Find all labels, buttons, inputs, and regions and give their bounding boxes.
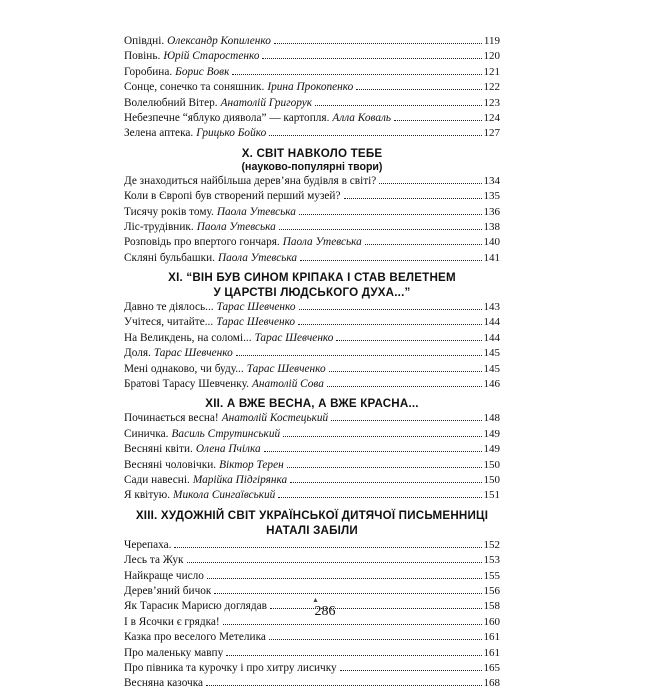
toc-entry <box>124 646 500 661</box>
entry-author: Тарас Шевченко <box>254 331 334 344</box>
dot-leader <box>327 385 482 387</box>
dot-leader <box>214 592 481 594</box>
entry-author: Юрій Старостенко <box>163 50 260 63</box>
entry-page-number: 150 <box>483 458 500 471</box>
toc-entry <box>124 553 500 568</box>
toc-entry <box>124 205 500 220</box>
toc-entry <box>124 96 500 111</box>
entry-text <box>124 126 266 141</box>
dot-leader <box>226 654 481 656</box>
entry-title: Тисячу років тому. <box>124 205 214 218</box>
entry-page-number: 156 <box>483 584 500 597</box>
section-heading: У ЦАРСТВІ ЛЮДСЬКОГО ДУХА...” <box>213 286 411 300</box>
entry-title: Про півника та курочку і про хитру лисичку <box>124 661 337 674</box>
entry-page-number: 140 <box>483 236 500 249</box>
entry-author: Анатолій Григорук <box>220 96 313 109</box>
entry-page-number: 151 <box>483 489 500 502</box>
entry-author: Паола Утевська <box>282 236 362 249</box>
toc-entry <box>124 362 500 377</box>
entry-author: Грицько Бойко <box>196 127 267 140</box>
dot-leader <box>279 228 482 230</box>
entry-page-number: 127 <box>483 127 500 140</box>
section-heading: НАТАЛІ ЗАБІЛИ <box>266 523 358 537</box>
entry-page-number: 168 <box>483 677 500 690</box>
toc-entry <box>124 34 500 49</box>
dot-leader <box>336 339 481 341</box>
toc-entry <box>124 473 500 488</box>
entry-page-number: 155 <box>483 569 500 582</box>
dot-leader <box>283 435 481 437</box>
entry-page-number: 152 <box>483 538 500 551</box>
entry-text <box>124 80 353 95</box>
toc-entry <box>124 126 500 141</box>
dot-leader <box>236 354 482 356</box>
entry-page-number: 149 <box>483 427 500 440</box>
entry-page-number: 134 <box>483 174 500 187</box>
toc-entry <box>124 346 500 361</box>
entry-title: Лесь та Жук <box>124 554 184 567</box>
entry-title: Про маленьку мавпу <box>124 646 224 659</box>
entry-page-number: 120 <box>483 50 500 63</box>
entry-title: Опівдні. <box>124 35 165 47</box>
entry-title: Найкраще число <box>124 569 204 582</box>
section-entries <box>124 174 500 266</box>
entry-text <box>124 96 312 111</box>
entry-text <box>124 427 280 442</box>
dot-leader <box>299 213 482 215</box>
entry-author: Тарас Шевченко <box>216 316 296 329</box>
entry-title: Весняна казочка <box>124 677 204 690</box>
entry-page-number: 145 <box>483 347 500 360</box>
entry-page-number: 143 <box>483 301 500 314</box>
toc-entry <box>124 488 500 503</box>
entry-title: Я квітую. <box>124 489 171 502</box>
entry-author: Тарас Шевченко <box>246 362 326 375</box>
dot-leader <box>287 466 482 468</box>
entry-title: Волелюбний Вітер. <box>124 96 218 109</box>
entry-text <box>124 362 326 377</box>
dot-leader <box>223 623 482 625</box>
entry-text <box>124 569 204 584</box>
dot-leader <box>207 577 482 579</box>
entry-author: Віктор Терен <box>219 458 284 471</box>
entry-author: Паола Утевська <box>196 220 276 233</box>
toc-entry <box>124 235 500 250</box>
entry-title: Весняні квіти. <box>124 443 193 456</box>
entry-text <box>124 411 328 426</box>
entry-text <box>124 473 287 488</box>
entry-text <box>124 300 296 315</box>
dot-leader <box>299 308 482 310</box>
entry-text <box>124 251 297 266</box>
entry-title: Як Тарасик Марисю доглядав <box>124 600 267 613</box>
entry-title: Горобина. <box>124 65 173 78</box>
entry-title: Зелена аптека. <box>124 127 194 140</box>
entry-author: Олена Пчілка <box>195 443 261 456</box>
dot-leader <box>329 370 482 372</box>
entry-title: Весняні чоловічки. <box>124 458 217 471</box>
entry-title: Казка про веселого Метелика <box>124 631 266 644</box>
toc-entry <box>124 65 500 80</box>
toc-entry <box>124 300 500 315</box>
entry-text <box>124 646 223 661</box>
dot-leader <box>344 197 482 199</box>
entry-text <box>124 630 266 645</box>
dot-leader <box>187 561 482 563</box>
entry-title: Братові Тарасу Шевченку. <box>124 378 249 391</box>
entry-title: Синичка. <box>124 427 169 440</box>
entry-author: Марійка Підгірянка <box>192 473 288 486</box>
toc-entry <box>124 676 500 691</box>
dot-leader <box>232 73 481 75</box>
section-heading: XIII. ХУДОЖНІЙ СВІТ УКРАЇНСЬКОЇ ДИТЯЧОЇ ПИСЬМЕННИЦІ <box>135 508 489 522</box>
entry-text <box>124 676 203 691</box>
dot-leader <box>340 669 482 671</box>
toc-entry <box>124 458 500 473</box>
entry-title: Де знаходиться найбільша дерев’яна будівля в світі? <box>124 174 377 187</box>
dot-leader <box>278 496 481 498</box>
toc-entry <box>124 331 500 346</box>
entry-author: Ірина Прокопенко <box>267 81 354 94</box>
toc-entry <box>124 80 500 95</box>
dot-leader <box>206 684 481 686</box>
entry-page-number: 161 <box>483 631 500 644</box>
entry-author: Алла Коваль <box>332 111 392 124</box>
entry-page-number: 122 <box>483 81 500 94</box>
entry-page-number: 141 <box>483 251 500 264</box>
dot-leader <box>300 259 482 261</box>
entry-title: Учітеся, читайте... <box>124 316 214 329</box>
toc-entry <box>124 220 500 235</box>
entry-text <box>124 315 295 330</box>
entry-author: Паола Утевська <box>217 251 297 264</box>
toc-entry <box>124 538 500 553</box>
toc-entry <box>124 661 500 676</box>
entry-page-number: 136 <box>483 205 500 218</box>
dot-leader <box>262 57 481 59</box>
entry-text <box>124 538 171 553</box>
print-mark: ▲ <box>312 596 319 604</box>
entry-page-number: 149 <box>483 443 500 456</box>
entry-text <box>124 205 296 220</box>
entry-title: На Великдень, на соломі... <box>124 331 252 344</box>
entry-page-number: 161 <box>483 646 500 659</box>
top-entries <box>124 34 500 142</box>
entry-text <box>124 111 391 126</box>
entry-text <box>124 346 233 361</box>
toc-entry <box>124 49 500 64</box>
entry-author: Тарас Шевченко <box>216 301 296 314</box>
dot-leader <box>331 419 481 421</box>
entry-page-number: 144 <box>483 331 500 344</box>
toc-entry <box>124 630 500 645</box>
entry-author: Анатолій Костецький <box>221 412 329 425</box>
entry-page-number: 124 <box>483 111 500 124</box>
entry-title: Коли в Європі був створений перший музей? <box>124 190 341 203</box>
entry-text <box>124 49 259 64</box>
entry-page-number: 145 <box>483 362 500 375</box>
entry-text <box>124 220 276 235</box>
entry-page-number: 153 <box>483 554 500 567</box>
entry-page-number: 138 <box>483 220 500 233</box>
entry-text <box>124 189 341 204</box>
toc-entry <box>124 411 500 426</box>
entry-page-number: 121 <box>483 65 500 78</box>
section-entries <box>124 411 500 503</box>
dot-leader <box>174 546 481 548</box>
entry-title: І в Ясочки є грядка! <box>124 615 220 628</box>
entry-author: Анатолій Сова <box>251 378 324 391</box>
section-heading: X. СВІТ НАВКОЛО ТЕБЕ <box>241 146 383 160</box>
entry-page-number: 123 <box>483 96 500 109</box>
dot-leader <box>365 243 482 245</box>
entry-title: Починається весна! <box>124 412 219 425</box>
entry-text <box>124 377 324 392</box>
entry-title: Ліс-трудівник. <box>124 220 194 233</box>
entry-text <box>124 584 211 599</box>
dot-leader <box>356 88 481 90</box>
page-number: 286 <box>314 604 336 619</box>
dot-leader <box>394 119 481 121</box>
entry-author: Паола Утевська <box>216 205 296 218</box>
entry-title: Мені однаково, чи буду... <box>124 362 244 375</box>
dot-leader <box>264 450 482 452</box>
entry-text <box>124 661 337 676</box>
toc-entry <box>124 174 500 189</box>
entry-page-number: 146 <box>483 378 500 391</box>
entry-text <box>124 235 362 250</box>
dot-leader <box>315 104 481 106</box>
entry-page-number: 160 <box>483 615 500 628</box>
dot-leader <box>274 42 482 44</box>
dot-leader <box>379 182 481 184</box>
section-heading: XII. А ВЖЕ ВЕСНА, А ВЖЕ КРАСНА... <box>205 397 419 411</box>
entry-page-number: 148 <box>483 412 500 425</box>
section-subheading: (науково-популярні твори) <box>241 160 383 173</box>
entry-page-number: 150 <box>483 473 500 486</box>
entry-author: Олександр Копиленко <box>167 35 271 47</box>
entry-page-number: 144 <box>483 316 500 329</box>
section-heading: XI. “ВІН БУВ СИНОМ КРІПАКА І СТАВ ВЕЛЕТНЕМ <box>168 271 456 285</box>
entry-author: Микола Сингаївський <box>173 489 276 502</box>
dot-leader <box>290 481 481 483</box>
toc-entry <box>124 569 500 584</box>
entry-page-number: 119 <box>483 35 500 47</box>
table-of-contents <box>124 34 500 692</box>
entry-page-number: 158 <box>483 600 500 613</box>
entry-title: Давно те діялось... <box>124 301 214 314</box>
toc-entry <box>124 442 500 457</box>
entry-title: Скляні бульбашки. <box>124 251 215 264</box>
entry-text <box>124 34 271 49</box>
toc-entry <box>124 189 500 204</box>
toc-entry <box>124 315 500 330</box>
dot-leader <box>298 323 481 325</box>
dot-leader <box>269 134 481 136</box>
toc-entry <box>124 427 500 442</box>
entry-title: Повінь. <box>124 50 161 63</box>
entry-page-number: 165 <box>483 661 500 674</box>
entry-text <box>124 442 261 457</box>
entry-page-number: 135 <box>483 190 500 203</box>
entry-title: Небезпечне “яблуко диявола” — картопля. <box>124 111 330 124</box>
entry-title: Доля. <box>124 347 151 360</box>
entry-text <box>124 488 275 503</box>
entry-text <box>124 458 284 473</box>
entry-title: Сонце, сонечко та соняшник. <box>124 81 265 94</box>
entry-title: Черепаха. <box>124 538 172 551</box>
entry-text <box>124 174 376 189</box>
entry-text <box>124 331 333 346</box>
toc-entry <box>124 251 500 266</box>
toc-entry <box>124 111 500 126</box>
entry-author: Борис Вовк <box>175 65 230 78</box>
entry-author: Тарас Шевченко <box>153 347 233 360</box>
entry-title: Розповідь про впертого гончаря. <box>124 236 280 249</box>
entry-text <box>124 65 229 80</box>
dot-leader <box>269 638 482 640</box>
entry-title: Сади навесні. <box>124 473 190 486</box>
entry-text <box>124 553 184 568</box>
toc-entry <box>124 377 500 392</box>
entry-author: Василь Струтинський <box>171 427 281 440</box>
entry-title: Дерев’яний бичок <box>124 584 212 597</box>
section-entries <box>124 300 500 392</box>
